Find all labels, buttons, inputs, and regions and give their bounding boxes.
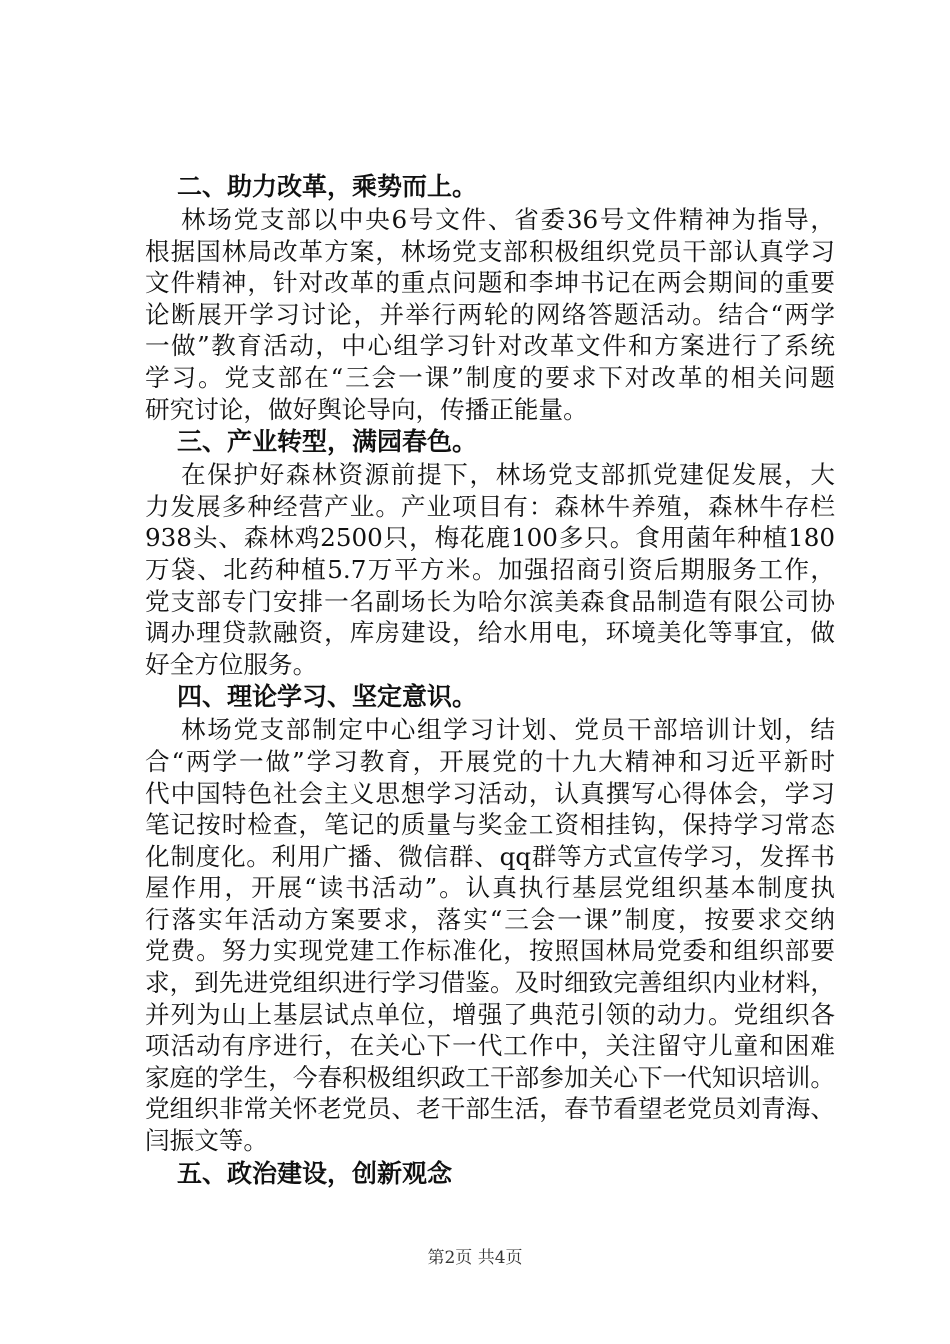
paragraph-line: 根据国林局改革方案，林场党支部积极组织党员干部认真学习 (145, 236, 835, 266)
paragraph-line: 论断展开学习讨论，并举行两轮的网络答题活动。结合“两学 (145, 299, 835, 329)
paragraph-line: 调办理贷款融资，库房建设，给水用电，环境美化等事宜，做 (145, 618, 835, 648)
section-heading: 二、助力改革，乘势而上。 (177, 172, 478, 201)
paragraph-line: 闫振文等。 (145, 1126, 268, 1156)
paragraph-line: 在保护好森林资源前提下，林场党支部抓党建促发展，大 (181, 460, 835, 490)
paragraph-line: 一做”教育活动，中心组学习针对改革文件和方案进行了系统 (145, 331, 835, 361)
paragraph-line: 笔记按时检查，笔记的质量与奖金工资相挂钩，保持学习常态 (145, 810, 835, 840)
paragraph-line: 党费。努力实现党建工作标准化，按照国林局党委和组织部要 (145, 936, 835, 966)
paragraph-line: 938头、森林鸡2500只，梅花鹿100多只。食用菌年种植180 (145, 523, 835, 553)
paragraph-line: 力发展多种经营产业。产业项目有：森林牛养殖，森林牛存栏 (145, 491, 835, 521)
paragraph-line: 文件精神，针对改革的重点问题和李坤书记在两会期间的重要 (145, 268, 835, 298)
section-4 (145, 680, 835, 1156)
paragraph-line: 林场党支部制定中心组学习计划、党员干部培训计划，结 (181, 715, 835, 745)
section-5 (145, 1157, 835, 1191)
paragraph-line: 化制度化。利用广播、微信群、qq群等方式宣传学习，发挥书 (145, 841, 835, 871)
paragraph-line: 好全方位服务。 (145, 649, 318, 679)
section-2 (145, 170, 835, 425)
paragraph-line: 万袋、北药种植5.7万平方米。加强招商引资后期服务工作， (145, 554, 835, 584)
paragraph-line: 行落实年活动方案要求，落实“三会一课”制度，按要求交纳 (145, 904, 835, 934)
section-paragraph (145, 459, 835, 680)
page-footer: 第2页 共4页 (427, 1248, 523, 1268)
paragraph-line: 合“两学一做”学习教育，开展党的十九大精神和习近平新时 (145, 746, 835, 776)
section-paragraph (145, 714, 835, 1156)
paragraph-line: 代中国特色社会主义思想学习活动，认真撰写心得体会，学习 (145, 778, 835, 808)
paragraph-line: 并列为山上基层试点单位，增强了典范引领的动力。党组织各 (145, 999, 835, 1029)
paragraph-line: 研究讨论，做好舆论导向，传播正能量。 (145, 394, 588, 424)
document-body (145, 170, 835, 1191)
paragraph-line: 求，到先进党组织进行学习借鉴。及时细致完善组织内业材料， (145, 968, 835, 998)
section-3 (145, 425, 835, 680)
section-heading: 五、政治建设，创新观念 (177, 1158, 453, 1188)
paragraph-line: 林场党支部以中央6号文件、省委36号文件精神为指导， (181, 205, 835, 234)
section-heading: 三、产业转型，满园春色。 (177, 427, 478, 457)
paragraph-line: 学习。党支部在“三会一课”制度的要求下对改革的相关问题 (145, 362, 835, 392)
paragraph-line: 屋作用，开展“读书活动”。认真执行基层党组织基本制度执 (145, 873, 835, 903)
paragraph-line: 党组织非常关怀老党员、老干部生活，春节看望老党员刘青海、 (145, 1094, 835, 1124)
paragraph-line: 党支部专门安排一名副场长为哈尔滨美森食品制造有限公司协 (145, 586, 835, 616)
section-heading: 四、理论学习、坚定意识。 (177, 682, 478, 712)
paragraph-line: 项活动有序进行，在关心下一代工作中，关注留守儿童和困难 (145, 1031, 835, 1061)
section-paragraph (145, 204, 835, 425)
paragraph-line: 家庭的学生，今春积极组织政工干部参加关心下一代知识培训。 (145, 1062, 835, 1092)
